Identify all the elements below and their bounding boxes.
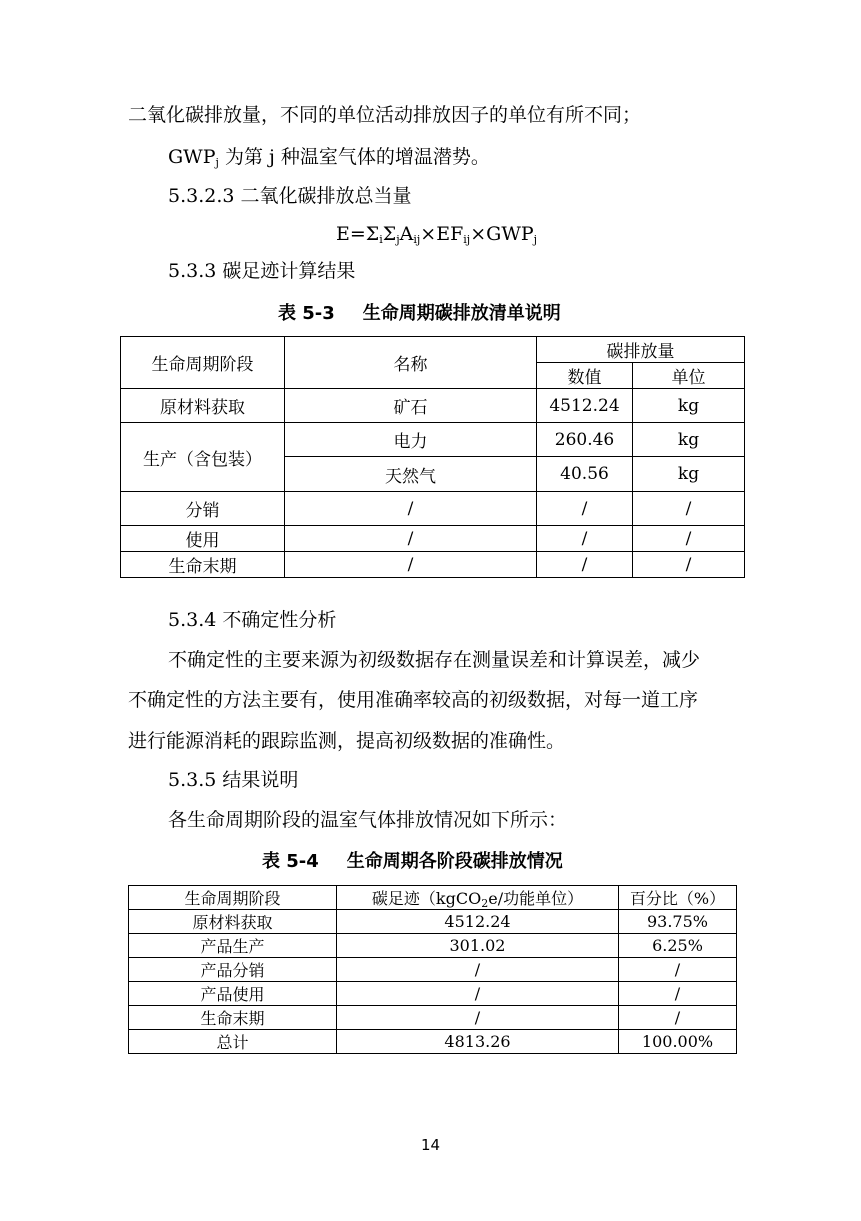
table1-caption-title: 生命周期碳排放清单说明 — [362, 303, 561, 324]
formula-part: ×EF — [420, 223, 464, 245]
t2-cell-stage: 总计 — [129, 1030, 337, 1054]
t1-header-unit: 单位 — [633, 363, 745, 389]
t2-cell-cf: / — [337, 982, 619, 1006]
t1-cell-stage: 生命末期 — [121, 552, 285, 578]
t1-cell-unit: / — [633, 492, 745, 526]
t2-cell-pct: / — [619, 958, 737, 982]
table-row — [121, 526, 745, 552]
t2-cell-stage: 产品分销 — [129, 958, 337, 982]
t1-header-name: 名称 — [285, 337, 537, 389]
formula-total-emission — [336, 222, 537, 246]
t1-header-emission: 碳排放量 — [537, 337, 745, 363]
table-row — [121, 423, 745, 457]
table2-caption-title: 生命周期各阶段碳排放情况 — [346, 851, 563, 872]
t1-cell-stage: 原材料获取 — [121, 389, 285, 423]
t1-cell-name: 天然气 — [285, 457, 537, 492]
t1-cell-stage: 分销 — [121, 492, 285, 526]
t2-cell-stage: 生命末期 — [129, 1006, 337, 1030]
table1-caption — [278, 299, 561, 325]
paragraph-emission-factor-note: 二氧化碳排放量，不同的单位活动排放因子的单位有所不同； — [128, 104, 642, 126]
table-row — [129, 910, 737, 934]
t2-cell-cf: 4813.26 — [337, 1030, 619, 1054]
t1-cell-name: 电力 — [285, 423, 537, 457]
t2-header-stage: 生命周期阶段 — [129, 886, 337, 910]
t2-cell-pct: / — [619, 1006, 737, 1030]
t1-cell-name: 矿石 — [285, 389, 537, 423]
t1-header-value: 数值 — [537, 363, 633, 389]
gwp-description: 为第 j 种温室气体的增温潜势。 — [218, 146, 490, 168]
table-row — [129, 1006, 737, 1030]
table-row — [121, 389, 745, 423]
formula-subscript: ij — [463, 233, 471, 246]
paragraph-uncertainty-line1: 不确定性的主要来源为初级数据存在测量误差和计算误差，减少 — [168, 649, 701, 671]
t2-cell-stage: 产品使用 — [129, 982, 337, 1006]
t1-cell-value: 40.56 — [537, 457, 633, 492]
t1-cell-stage: 生产（含包装） — [121, 423, 285, 492]
t2-cell-cf: / — [337, 1006, 619, 1030]
formula-part: Σ — [382, 223, 397, 245]
paragraph-results-intro: 各生命周期阶段的温室气体排放情况如下所示： — [168, 809, 568, 831]
t1-cell-unit: / — [633, 552, 745, 578]
table-row — [129, 982, 737, 1006]
table2-caption-number: 表 5-4 — [262, 851, 319, 872]
t2-cell-cf: / — [337, 958, 619, 982]
t1-cell-unit: kg — [633, 457, 745, 492]
t2-header-carbon-footprint — [337, 886, 619, 910]
t1-cell-value: / — [537, 552, 633, 578]
gwp-symbol: GWP — [168, 146, 216, 168]
heading-5-3-3: 5.3.3 碳足迹计算结果 — [168, 260, 356, 282]
paragraph-gwp-definition — [168, 145, 490, 169]
t2-header-cf-part: e/功能单位） — [488, 889, 584, 908]
formula-subscript: ij — [413, 233, 421, 246]
gwp-subscript: j — [215, 156, 219, 169]
t2-cell-pct: 93.75% — [619, 910, 737, 934]
heading-5-3-4: 5.3.4 不确定性分析 — [168, 609, 337, 631]
t2-header-cf-subscript: 2 — [481, 897, 489, 910]
table-row — [121, 552, 745, 578]
formula-subscript: j — [396, 233, 400, 246]
table-row — [121, 492, 745, 526]
t1-header-stage: 生命周期阶段 — [121, 337, 285, 389]
table-row — [129, 886, 737, 910]
t1-cell-stage: 使用 — [121, 526, 285, 552]
formula-subscript: i — [379, 233, 383, 246]
t1-cell-name: / — [285, 552, 537, 578]
t1-cell-value: / — [537, 526, 633, 552]
t1-cell-unit: kg — [633, 423, 745, 457]
lifecycle-emission-inventory-table — [120, 336, 745, 578]
t1-cell-value: 260.46 — [537, 423, 633, 457]
t2-cell-stage: 原材料获取 — [129, 910, 337, 934]
t2-cell-pct: 100.00% — [619, 1030, 737, 1054]
table-row — [129, 958, 737, 982]
paragraph-uncertainty-line2: 不确定性的方法主要有，使用准确率较高的初级数据，对每一道工序 — [128, 689, 699, 711]
t2-cell-cf: 301.02 — [337, 934, 619, 958]
t2-cell-pct: 6.25% — [619, 934, 737, 958]
formula-subscript: j — [533, 233, 538, 246]
t2-header-percent: 百分比（%） — [619, 886, 737, 910]
t2-cell-cf: 4512.24 — [337, 910, 619, 934]
t1-cell-value: 4512.24 — [537, 389, 633, 423]
page-number: 14 — [420, 1136, 441, 1154]
table2-caption — [262, 847, 563, 873]
table-row — [129, 1030, 737, 1054]
table1-caption-number: 表 5-3 — [278, 303, 335, 324]
t2-header-cf-part: 碳足迹（kgCO — [371, 889, 482, 908]
t1-cell-name: / — [285, 526, 537, 552]
t1-cell-unit: / — [633, 526, 745, 552]
t2-cell-pct: / — [619, 982, 737, 1006]
lifecycle-stage-emission-table — [128, 885, 737, 1054]
table-row — [129, 934, 737, 958]
heading-5-3-2-3: 5.3.2.3 二氧化碳排放总当量 — [168, 185, 412, 207]
t1-cell-value: / — [537, 492, 633, 526]
t1-cell-name: / — [285, 492, 537, 526]
formula-part: ×GWP — [470, 223, 534, 245]
paragraph-uncertainty-line3: 进行能源消耗的跟踪监测，提高初级数据的准确性。 — [128, 730, 566, 752]
heading-5-3-5: 5.3.5 结果说明 — [168, 769, 299, 791]
formula-part: A — [399, 223, 414, 245]
t1-cell-unit: kg — [633, 389, 745, 423]
formula-part: E=Σ — [336, 223, 380, 245]
t2-cell-stage: 产品生产 — [129, 934, 337, 958]
